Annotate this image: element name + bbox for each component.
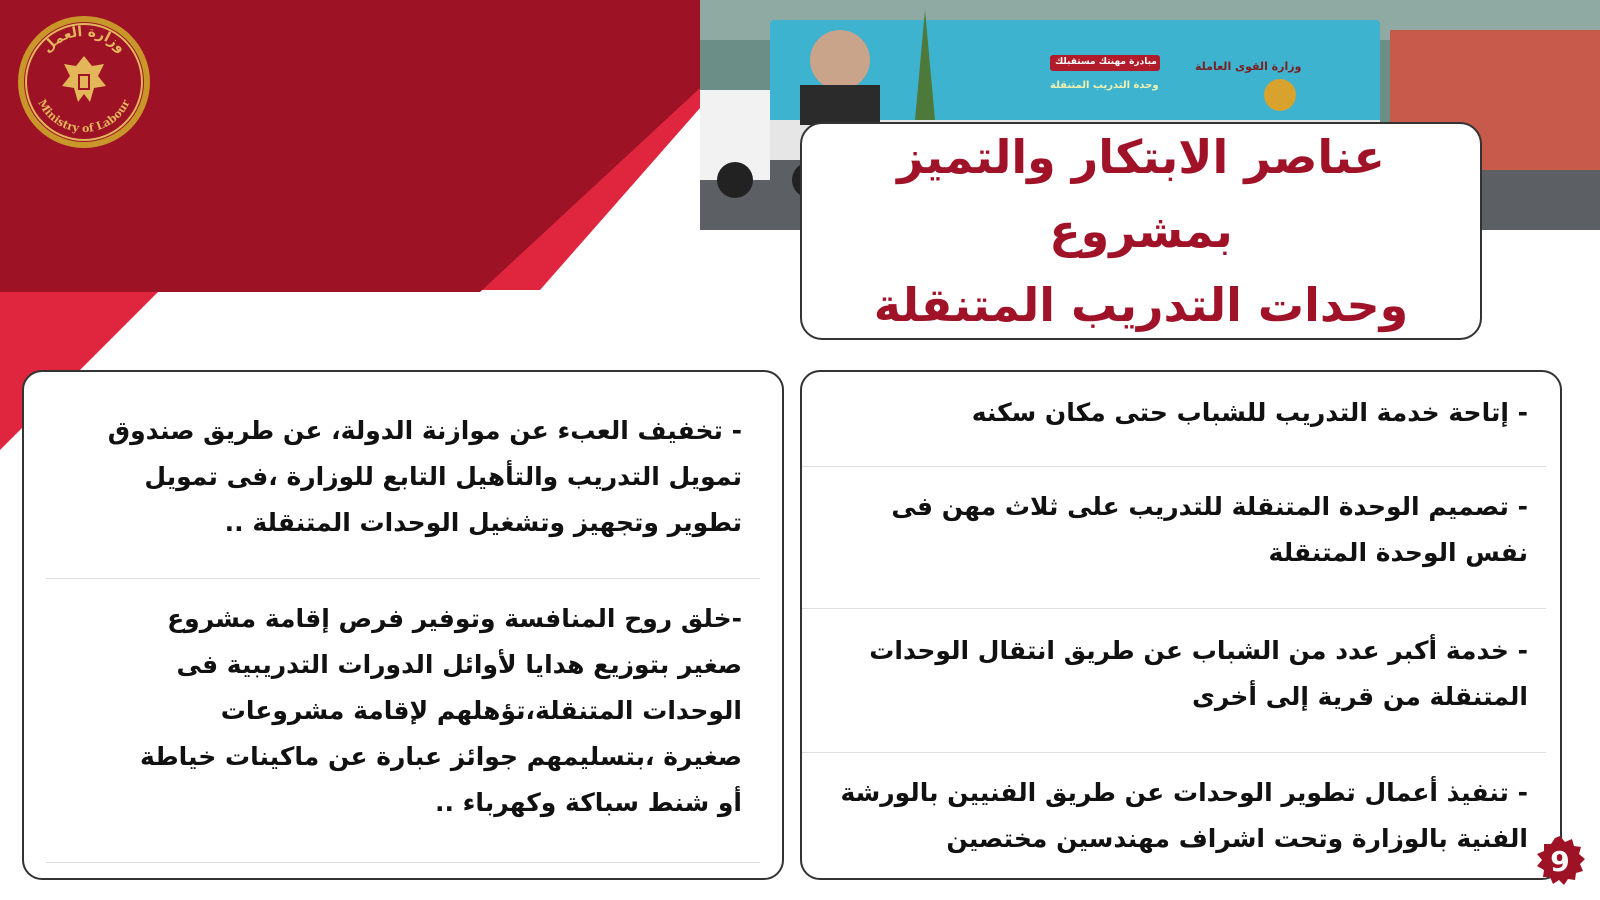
page-number: 9 [1550, 845, 1570, 878]
page-title-line-2: وحدات التدريب المتنقلة [873, 278, 1409, 332]
list-item: - تنفيذ أعمال تطوير الوحدات عن طريق الفنيين بالورشة الفنية بالوزارة وتحت اشراف مهندسين مختصين [840, 778, 1528, 853]
title-box [800, 122, 1482, 340]
ministry-logo [16, 14, 152, 150]
divider [802, 752, 1546, 753]
divider [802, 466, 1546, 467]
list-item: - تخفيف العبء عن موازنة الدولة، عن طريق صندوق تمويل التدريب والتأهيل التابع للوزارة ،فى تمويل تطوير وتجهيز وتشغيل الوحدات المتنقلة .. [107, 416, 742, 537]
right-panel [800, 370, 1562, 880]
list-item: - خدمة أكبر عدد من الشباب عن طريق انتقال الوحدات المتنقلة من قرية إلى أخرى [869, 636, 1528, 711]
page-number-badge [1534, 835, 1586, 887]
list-item: - إتاحة خدمة التدريب للشباب حتى مكان سكنه [971, 398, 1528, 427]
page-title-line-1: عناصر الابتكار والتميز بمشروع [897, 130, 1385, 258]
list-item: -خلق روح المنافسة وتوفير فرص إقامة مشروع صغير بتوزيع هدايا لأوائل الدورات التدريبية فى الوحدات المتنقلة،تؤهلهم لإقامة مشروعات صغيرة ،بتسليمهم جوائز عبارة عن ماكينات خياطة أو شنط سباكة وكهرباء .. [139, 604, 742, 817]
list-item: - تصميم الوحدة المتنقلة للتدريب على ثلاث مهن فى نفس الوحدة المتنقلة [891, 492, 1528, 567]
divider [46, 578, 760, 579]
logo-arabic-text: وزارة العمل [39, 23, 129, 57]
divider [46, 862, 760, 863]
photo-ministry-text: وزارة القوى العاملة [1195, 60, 1302, 73]
left-panel [22, 370, 784, 880]
logo-english-text: Ministry of Labour [35, 97, 133, 136]
photo-initiative-text: مبادرة مهنتك مستقبلك [1055, 57, 1157, 67]
photo-unit-text: وحدة التدريب المتنقلة [1050, 80, 1159, 91]
divider [802, 608, 1546, 609]
